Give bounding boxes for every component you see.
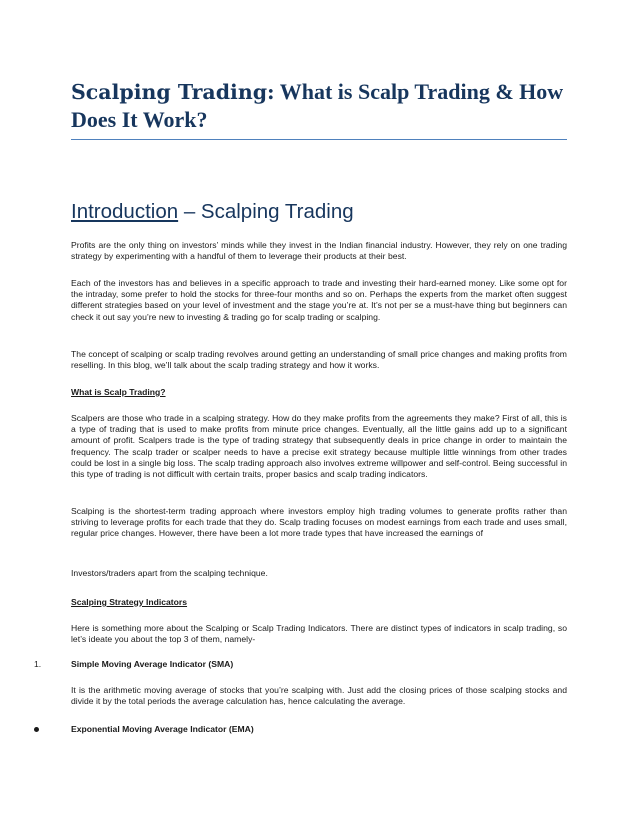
intro-heading (71, 198, 567, 226)
paragraph-5: Scalping is the shortest-term trading approach where investors employ high trading volumes to generate profits rather than striving to leverage profits for each trade that they do. Scalp trading focuses on modest earnings from each trade and uses small, regular price changes. However, there have been a lot more trade types that have increased the earnings of (71, 506, 567, 539)
paragraph-4: Scalpers are those who trade in a scalping strategy. How do they make profits from the agreements they make? First of all, this is a type of trading that is used to make profits from minute price changes. Eventually, all the little gains add up to a significant amount of profit. Scalpers trade is the type of trading strategy that subsequently deals in price change in order to maintain the frequency. The scalp trader or scalper needs to have a precise exit strategy because multiple little winnings from other trades could be lost in a single big loss. The scalp trading approach also involves extreme willpower and self-control. Being successful in this type of trading is not difficult with certain traits, proper basics and scalp trading indicators. (71, 413, 567, 480)
document-title-block (71, 78, 567, 134)
list-item-label: Simple Moving Average Indicator (SMA) (71, 659, 234, 669)
paragraph-6: Investors/traders apart from the scalping technique. (71, 568, 268, 578)
document-body (71, 198, 567, 226)
bullet-icon (34, 727, 39, 732)
subheading-scalping-strategy-indicators[interactable]: Scalping Strategy Indicators (71, 597, 188, 607)
intro-heading-rest: – Scalping Trading (178, 200, 354, 223)
paragraph-1: Profits are the only thing on investors’ minds while they invest in the Indian financial industry. However, they rely on one trading strategy by experimenting with a handful of them to leverage their products at their best. (71, 240, 567, 262)
title-part-2: What is Scalp Trading & How Does It Work? (71, 79, 564, 132)
list-item-label: Exponential Moving Average Indicator (EMA) (71, 724, 254, 734)
paragraph-2: Each of the investors has and believes in a specific approach to trade and investing their hard-earned money. Like some opt for the intraday, some prefer to hold the stocks for three-four months and so on. Perhaps the experts from the market often suggest different strategies based on your level of investment and the stage you’re at. It’s not per se a must-have thing but beginners can check it out say you’re new to investing & trading go for scalp trading or scalping. (71, 278, 567, 322)
intro-heading-link[interactable]: Introduction (71, 200, 179, 223)
paragraph-3: The concept of scalping or scalp trading revolves around getting an understanding of small price changes and making profits from reselling. In this blog, we’ll talk about the scalp trading strategy and how it works. (71, 349, 567, 371)
subheading-what-is-scalp-trading[interactable]: What is Scalp Trading? (71, 387, 166, 397)
list-number: 1. (34, 659, 42, 669)
paragraph-8: It is the arithmetic moving average of stocks that you’re scalping with. Just add the closing prices of those scalping stocks and divide it by the total periods the average calculation has, hence calculating the average. (71, 685, 567, 707)
title-part-1: Scalping Trading: (71, 80, 275, 104)
paragraph-7: Here is something more about the Scalping or Scalp Trading Indicators. There are distinct types of indicators in scalp trading, so let’s ideate you about the top 3 of them, namely- (71, 623, 567, 645)
title-divider (71, 139, 567, 140)
document-title (71, 78, 567, 134)
